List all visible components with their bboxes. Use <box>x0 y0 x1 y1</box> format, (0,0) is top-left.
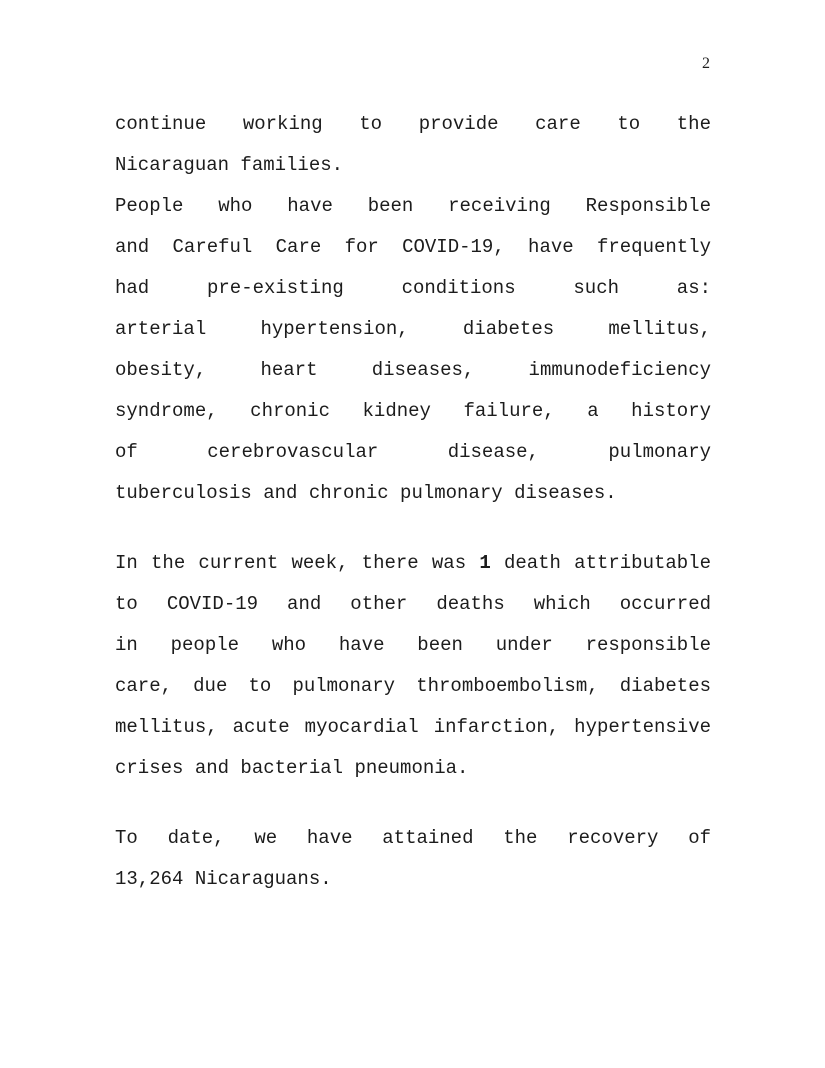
text-segment: obesity, heart diseases, immunodeficiency <box>115 359 711 381</box>
paragraph <box>115 186 711 514</box>
text-segment: in people who have been under responsible <box>115 634 711 656</box>
text-segment: In the current week, there was <box>115 552 480 574</box>
paragraph <box>115 104 711 186</box>
text-line <box>115 309 711 350</box>
text-line <box>115 145 711 186</box>
text-line <box>115 625 711 666</box>
text-segment: death attributable <box>490 552 711 574</box>
text-line <box>115 350 711 391</box>
text-segment: People who have been receiving Responsible <box>115 195 711 217</box>
text-line <box>115 268 711 309</box>
text-line <box>115 584 711 625</box>
text-segment: and Careful Care for COVID-19, have frequently <box>115 236 711 258</box>
text-line <box>115 432 711 473</box>
text-segment: tuberculosis and chronic pulmonary diseases. <box>115 482 617 504</box>
text-line <box>115 186 711 227</box>
text-segment: syndrome, chronic kidney failure, a history <box>115 400 711 422</box>
text-segment: to COVID-19 and other deaths which occurred <box>115 593 711 615</box>
text-line <box>115 543 711 584</box>
text-line <box>115 859 711 900</box>
page-number: 2 <box>702 55 710 72</box>
text-segment: crises and bacterial pneumonia. <box>115 757 469 779</box>
text-segment: had pre-existing conditions such as: <box>115 277 711 299</box>
text-line <box>115 391 711 432</box>
text-segment: of cerebrovascular disease, pulmonary <box>115 441 711 463</box>
text-segment: mellitus, acute myocardial infarction, hypertensive <box>115 716 711 738</box>
text-line <box>115 104 711 145</box>
text-segment: To date, we have attained the recovery of <box>115 827 711 849</box>
document-body <box>115 104 711 900</box>
text-segment: 13,264 Nicaraguans. <box>115 868 332 890</box>
text-line <box>115 473 711 514</box>
text-segment: Nicaraguan families. <box>115 154 344 176</box>
bold-text-segment: 1 <box>479 552 491 574</box>
paragraph <box>115 543 711 789</box>
text-segment: arterial hypertension, diabetes mellitus, <box>115 318 711 340</box>
text-line <box>115 666 711 707</box>
text-line <box>115 818 711 859</box>
text-line <box>115 227 711 268</box>
text-line <box>115 707 711 748</box>
text-line <box>115 748 711 789</box>
text-segment: care, due to pulmonary thromboembolism, diabetes <box>115 675 711 697</box>
text-segment: continue working to provide care to the <box>115 113 711 135</box>
paragraph <box>115 818 711 900</box>
